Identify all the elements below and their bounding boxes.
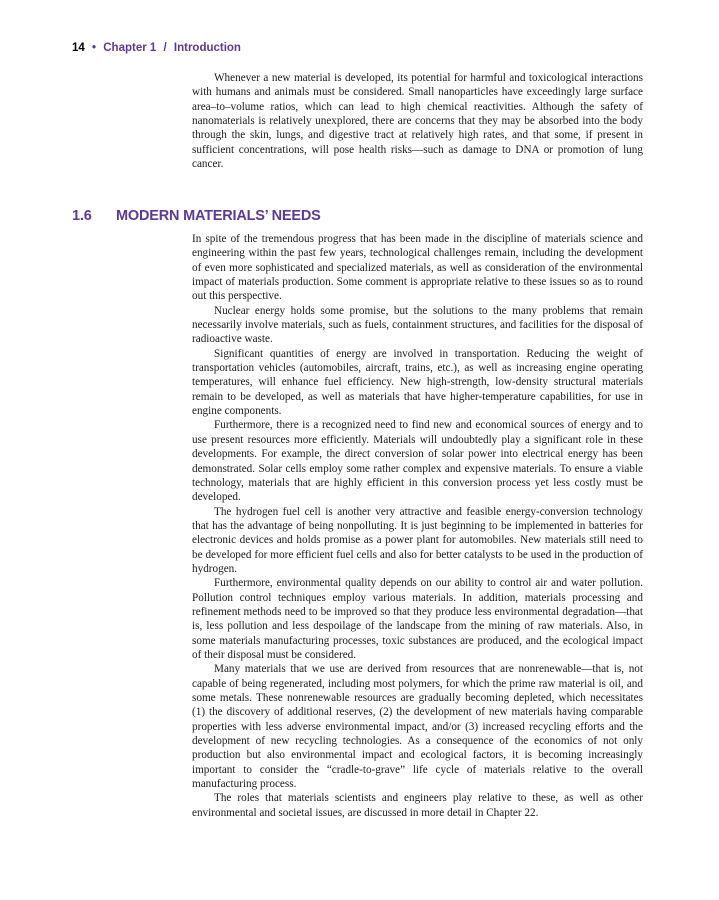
paragraph-8: The roles that materials scientists and engineers play relative to these, as well as other environmental and societal issues, are discussed in more detail in Chapter 22. — [192, 792, 643, 819]
paragraph-1: In spite of the tremendous progress that has been made in the discipline of materials science and engineering within the past few years, technological challenges remain, including the development of even more sophisticated and specialized materials, as well as consideration of the environmental impact of materials production. Some comment is appropriate relative to these issues so as to round out this perspective. — [192, 233, 643, 303]
running-header — [72, 42, 241, 54]
paragraph-6: Furthermore, environmental quality depends on our ability to control air and water pollution. Pollution control techniques employ various materials. In addition, materials processing and refinement methods need to be improved so that they produce less environmental degradation—that is, less pollution and less despoilage of the landscape from the mining of raw materials. Also, in some materials manufacturing processes, toxic substances are produced, and the ecological impact of their disposal must be considered. — [192, 577, 643, 661]
section-title: MODERN MATERIALS’ NEEDS — [116, 208, 321, 224]
page-number: 14 — [72, 42, 85, 54]
intro-paragraph: Whenever a new material is developed, its potential for harmful and toxicological interactions with humans and animals must be considered. Small nanoparticles have exceedingly large surface area–to–volume ratios, which can lead to high chemical reactivities. Although the safety of nanomaterials is relatively unexplored, there are concerns that they may be absorbed into the body through the skin, lungs, and digestive tract at relatively high rates, and that some, if present in sufficient concentrations, will pose health risks—such as damage to DNA or promotion of lung cancer. — [192, 72, 643, 171]
chapter-label: Chapter 1 — [103, 42, 157, 54]
header-slash: / — [163, 42, 167, 54]
header-bullet: • — [92, 42, 97, 54]
paragraph-7: Many materials that we use are derived from resources that are nonrenewable—that is, not capable of being regenerated, including most polymers, for which the prime raw material is oil, and some metals. These nonrenewable resources are gradually becoming depleted, which necessitates (1) the discovery of additional reserves, (2) the development of new materials having comparable properties with less adverse environmental impact, and/or (3) increased recycling efforts and the development of new recycling technologies. As a consequence of the economics of not only production but also environmental impact and ecological factors, it is becoming increasingly important to consider the “cradle-to-grave” life cycle of materials relative to the overall manufacturing process. — [192, 663, 643, 791]
section-number: 1.6 — [72, 208, 92, 224]
paragraph-4: Furthermore, there is a recognized need to find new and economical sources of energy and to use present resources more efficiently. Materials will undoubtedly play a significant role in these developments. For example, the direct conversion of solar power into electrical energy has been demonstrated. Solar cells employ some rather complex and expensive materials. To ensure a viable technology, materials that are highly efficient in this conversion process yet less costly must be developed. — [192, 419, 643, 504]
section-heading — [72, 208, 321, 224]
chapter-title: Introduction — [173, 42, 241, 54]
paragraph-2: Nuclear energy holds some promise, but the solutions to the many problems that remain necessarily involve materials, such as fuels, containment structures, and facilities for the disposal of radioactive waste. — [192, 304, 643, 346]
intro-block — [192, 71, 643, 171]
section-body — [192, 232, 643, 820]
paragraph-5: The hydrogen fuel cell is another very attractive and feasible energy-conversion technology that has the advantage of being nonpolluting. It is just beginning to be implemented in batteries for electronic devices and holds promise as a power plant for automobiles. New materials still need to be developed for more efficient fuel cells and also for better catalysts to be used in the production of hydrogen. — [192, 505, 643, 575]
paragraph-3: Significant quantities of energy are involved in transportation. Reducing the weight of transportation vehicles (automobiles, aircraft, trains, etc.), as well as increasing engine operating temperatures, will enhance fuel efficiency. New high-strength, low-density structural materials remain to be developed, as well as materials that have higher-temperature capabilities, for use in engine components. — [192, 347, 643, 418]
